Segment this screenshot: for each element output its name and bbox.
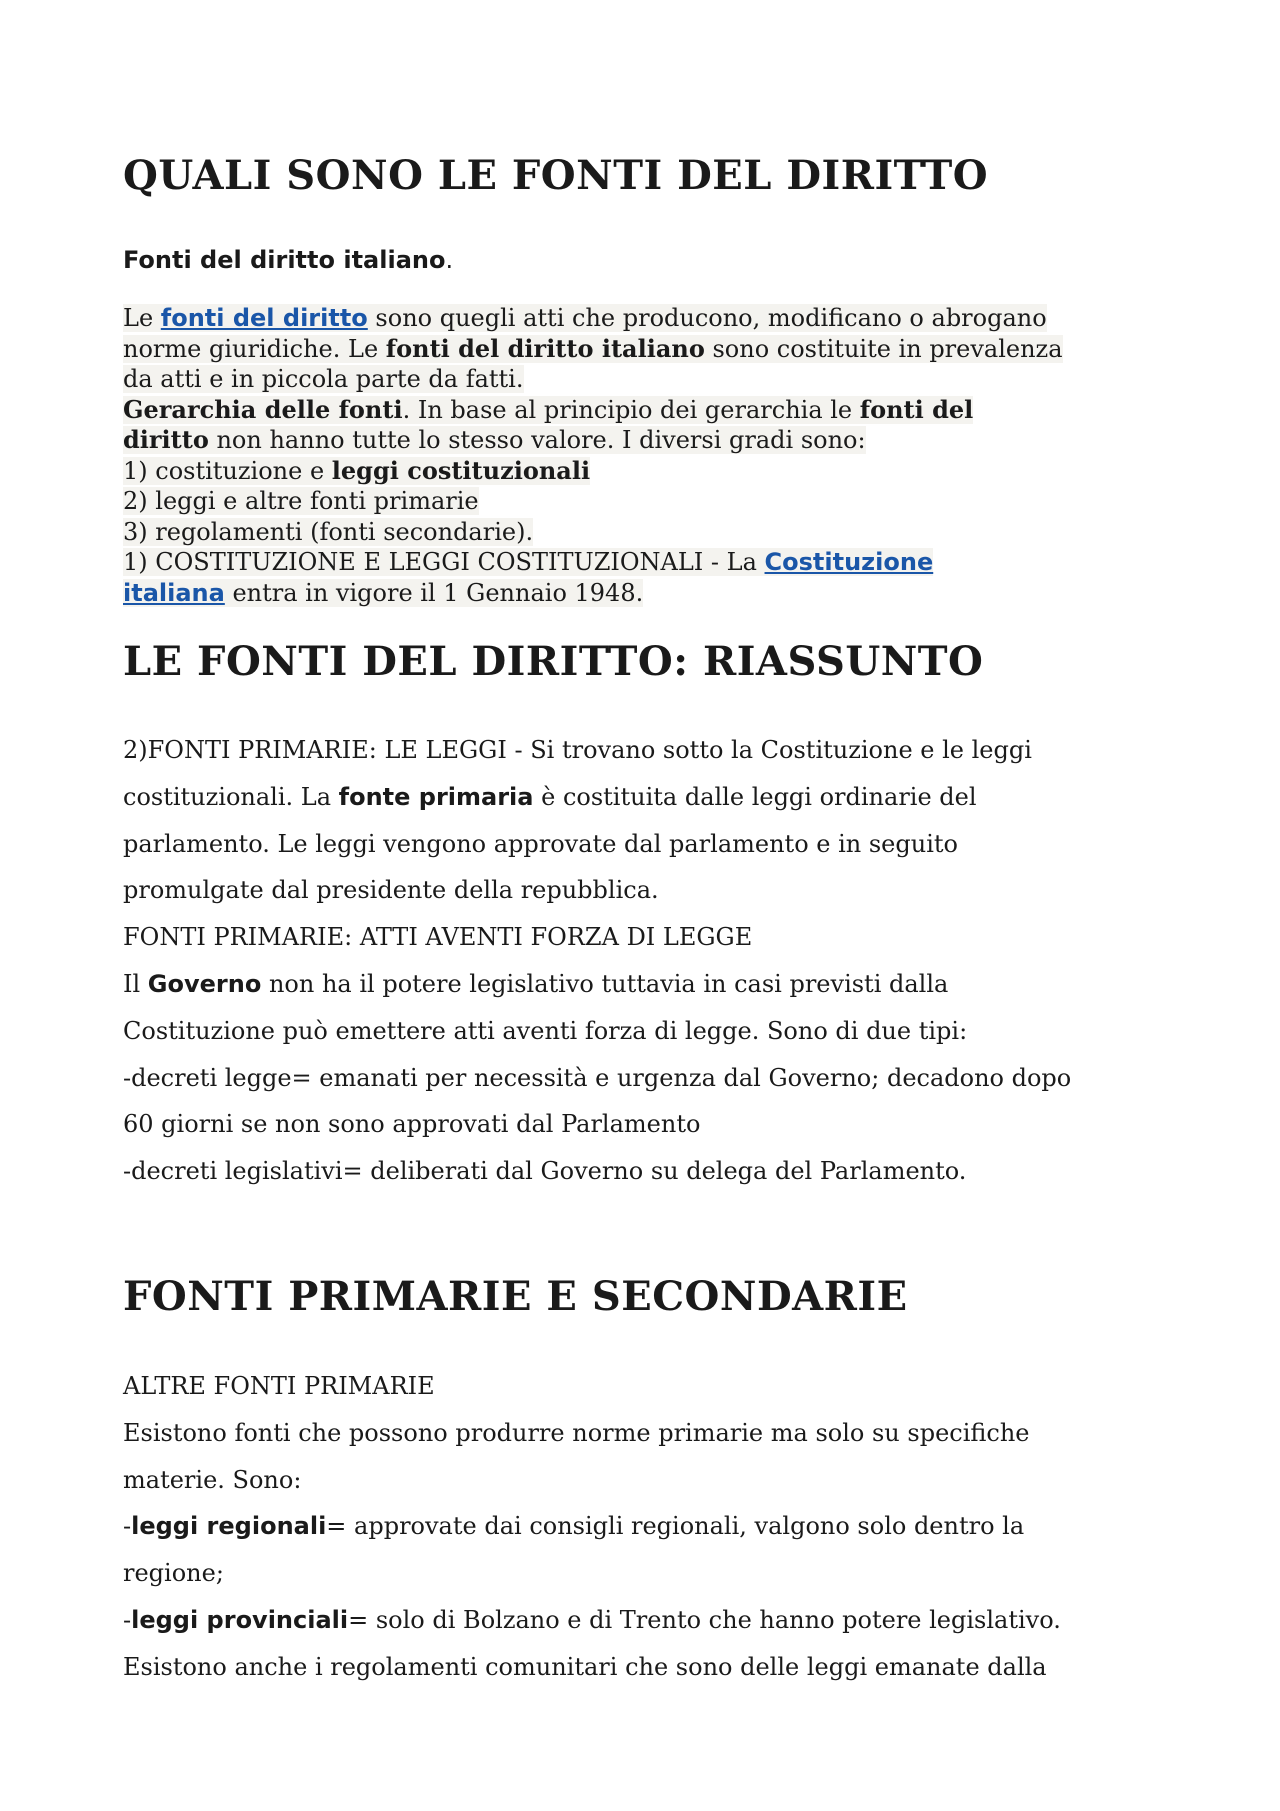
intro-line-9: [123, 547, 1173, 578]
text-line: [123, 1597, 1173, 1644]
intro-line-4: [123, 395, 1173, 426]
bold-text: leggi costituzionali: [331, 455, 591, 485]
text: . In base al principio dei gerarchia le: [402, 395, 860, 424]
intro-paragraph: [123, 303, 1173, 608]
heading-fonti-primarie-secondarie: FONTI PRIMARIE E SECONDARIE: [123, 1273, 908, 1320]
intro-line-2: [123, 334, 1173, 365]
fonti-primarie-paragraph: [123, 1363, 1173, 1691]
text: sono costituite in prevalenza: [704, 334, 1063, 363]
text: è costituita dalle leggi ordinarie del: [533, 782, 977, 811]
text-line: [123, 1503, 1173, 1550]
text-line: regione;: [123, 1559, 224, 1588]
text: sono quegli atti che producono, modificano o abrogano: [367, 304, 1047, 332]
subtitle-end: .: [445, 246, 454, 274]
text-line: 2)FONTI PRIMARIE: LE LEGGI - Si trovano sotto la Costituzione e le leggi: [123, 736, 1032, 764]
subtitle: [123, 246, 453, 274]
text-line: -decreti legislativi= deliberati dal Governo su delega del Parlamento.: [123, 1157, 967, 1186]
bold-text: Governo: [147, 969, 262, 998]
intro-line-1: [123, 303, 1173, 334]
text-line: -decreti legge= emanati per necessità e urgenza dal Governo; decadono dopo: [123, 1063, 1072, 1092]
text: =: [326, 1512, 347, 1541]
text: da atti e in piccola parte da fatti.: [123, 365, 524, 393]
bold-text: leggi regionali: [131, 1512, 327, 1541]
bold-text: leggi provinciali: [131, 1605, 349, 1634]
intro-line-7: [123, 486, 1173, 517]
riassunto-paragraph: [123, 727, 1173, 1195]
text: costituzionali. La: [123, 782, 339, 811]
text-line: ALTRE FONTI PRIMARIE: [123, 1372, 435, 1400]
text: -: [123, 1512, 132, 1541]
text-line: FONTI PRIMARIE: ATTI AVENTI FORZA DI LEGGE: [123, 923, 753, 952]
subtitle-bold: Fonti del diritto italiano: [123, 246, 446, 274]
text-line: [123, 961, 1173, 1008]
intro-line-6: [123, 456, 1173, 487]
bold-text: diritto: [123, 425, 209, 454]
heading-quali-sono-le-fonti: QUALI SONO LE FONTI DEL DIRITTO: [123, 152, 989, 199]
link-italiana[interactable]: italiana: [123, 578, 225, 607]
text-line: Costituzione può emettere atti aventi forza di legge. Sono di due tipi:: [123, 1016, 968, 1045]
text: solo di Bolzano e di Trento che hanno potere legislativo.: [368, 1605, 1061, 1634]
intro-line-8: [123, 517, 1173, 548]
text: non hanno tutte lo stesso valore. I diversi gradi sono:: [208, 426, 866, 454]
text-line: 60 giorni se non sono approvati dal Parlamento: [123, 1110, 701, 1139]
text-line: Esistono fonti che possono produrre norme primarie ma solo su specifiche: [123, 1418, 1030, 1447]
text: 1) COSTITUZIONE E LEGGI COSTITUZIONALI - La: [123, 548, 765, 576]
bold-text: Gerarchia delle fonti: [123, 394, 403, 424]
intro-line-5: [123, 425, 1173, 456]
text: =: [348, 1605, 369, 1634]
text: Le: [123, 304, 161, 332]
bold-text: fonte primaria: [338, 782, 534, 811]
text: -: [123, 1605, 132, 1634]
text: norme giuridiche. Le: [123, 334, 386, 363]
text: 1) costituzione e: [123, 456, 332, 485]
text-line: parlamento. Le leggi vengono approvate dal parlamento e in seguito: [123, 829, 958, 858]
intro-line-3: [123, 364, 1173, 395]
bold-text: fonti del diritto italiano: [385, 333, 705, 363]
link-fonti-del-diritto[interactable]: fonti del diritto: [160, 304, 368, 332]
text: approvate dai consigli regionali, valgono solo dentro la: [346, 1512, 1025, 1541]
text-line: promulgate dal presidente della repubblica.: [123, 876, 659, 905]
text: entra in vigore il 1 Gennaio 1948.: [224, 578, 644, 607]
text: Il: [123, 969, 148, 998]
text: non ha il potere legislativo tuttavia in casi previsti dalla: [261, 969, 949, 998]
link-costituzione[interactable]: Costituzione: [764, 548, 934, 576]
text-line: Esistono anche i regolamenti comunitari che sono delle leggi emanate dalla: [123, 1652, 1047, 1681]
text-line: [123, 774, 1173, 821]
heading-riassunto: LE FONTI DEL DIRITTO: RIASSUNTO: [123, 638, 984, 685]
bold-text: fonti del: [859, 394, 974, 424]
text-line: materie. Sono:: [123, 1465, 302, 1494]
text: 2) leggi e altre fonti primarie: [123, 487, 479, 515]
intro-line-10: [123, 578, 1173, 609]
text: 3) regolamenti (fonti secondarie).: [123, 517, 534, 546]
